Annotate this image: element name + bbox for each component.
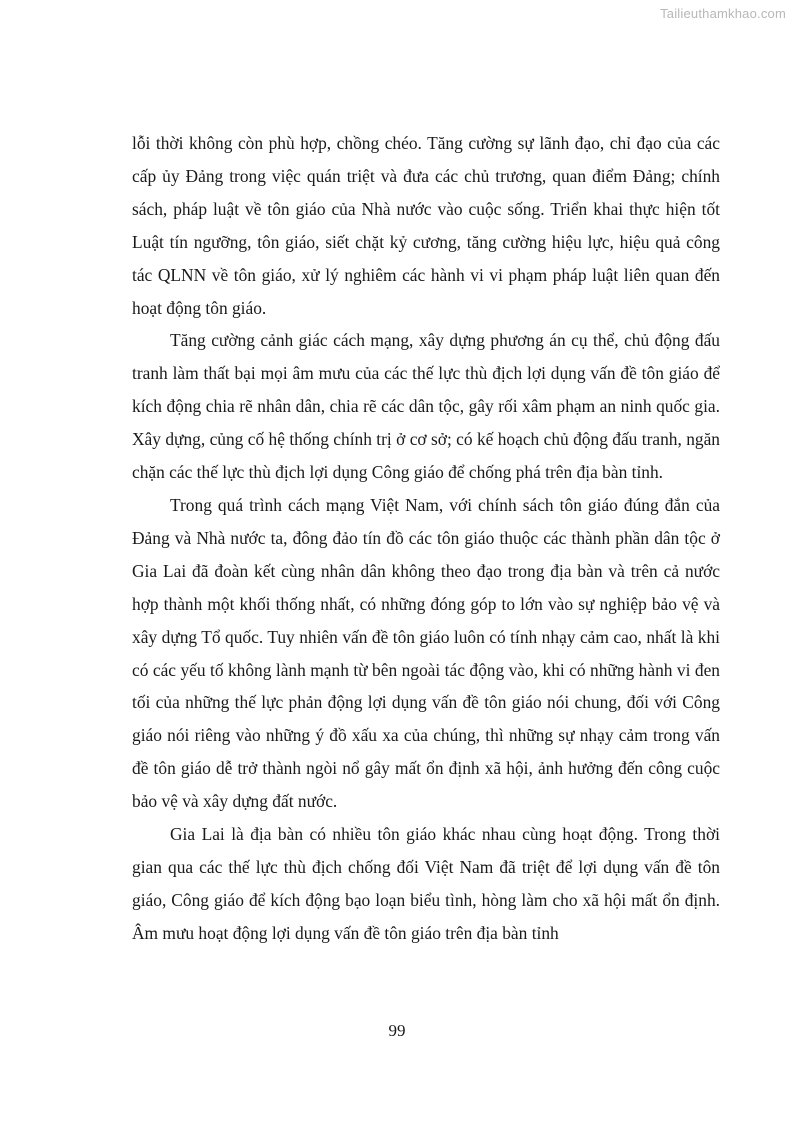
paragraph: Trong quá trình cách mạng Việt Nam, với chính sách tôn giáo đúng đắn của Đảng và Nhà nước ta, đông đảo tín đồ các tôn giáo thuộc các thành phần dân tộc ở Gia Lai đã đoàn kết cùng nhân dân không theo đạo trong địa bàn và trên cả nước hợp thành một khối thống nhất, có những đóng góp to lớn vào sự nghiệp bảo vệ và xây dựng Tổ quốc. Tuy nhiên vấn đề tôn giáo luôn có tính nhạy cảm cao, nhất là khi có các yếu tố không lành mạnh từ bên ngoài tác động vào, khi có những hành vi đen tối của những thế lực phản động lợi dụng vấn đề tôn giáo nói chung, đối với Công giáo nói riêng vào những ý đồ xấu xa của chúng, thì những sự nhạy cảm trong vấn đề tôn giáo dễ trở thành ngòi nổ gây mất ổn định xã hội, ảnh hưởng đến công cuộc bảo vệ và xây dựng đất nước. xyxy=(132,494,720,812)
page-number: 99 xyxy=(388,1021,406,1040)
watermark-text: Tailieuthamkhao.com xyxy=(660,6,786,21)
paragraph: Gia Lai là địa bàn có nhiều tôn giáo khác nhau cùng hoạt động. Trong thời gian qua các thế lực thù địch chống đối Việt Nam đã triệt để lợi dụng vấn đề tôn giáo, Công giáo để kích động bạo loạn biểu tình, hòng làm cho xã hội mất ổn định. Âm mưu hoạt động lợi dụng vấn đề tôn giáo trên địa bàn tỉnh xyxy=(132,824,720,943)
page-body xyxy=(132,127,720,950)
paragraph: Tăng cường cảnh giác cách mạng, xây dựng phương án cụ thể, chủ động đấu tranh làm thất bại mọi âm mưu của các thế lực thù địch lợi dụng vấn đề tôn giáo để kích động chia rẽ nhân dân, chia rẽ các dân tộc, gây rối xâm phạm an ninh quốc gia. Xây dựng, củng cố hệ thống chính trị ở cơ sở; có kế hoạch chủ động đấu tranh, ngăn chặn các thế lực thù địch lợi dụng Công giáo để chống phá trên địa bàn tỉnh. xyxy=(132,330,720,483)
paragraph-continued: lỗi thời không còn phù hợp, chồng chéo. Tăng cường sự lãnh đạo, chỉ đạo của các cấp ủy Đảng trong việc quán triệt và đưa các chủ trương, quan điểm Đảng; chính sách, pháp luật về tôn giáo của Nhà nước vào cuộc sống. Triển khai thực hiện tốt Luật tín ngưỡng, tôn giáo, siết chặt kỷ cương, tăng cường hiệu lực, hiệu quả công tác QLNN về tôn giáo, xử lý nghiêm các hành vi vi phạm pháp luật liên quan đến hoạt động tôn giáo. xyxy=(132,133,720,318)
